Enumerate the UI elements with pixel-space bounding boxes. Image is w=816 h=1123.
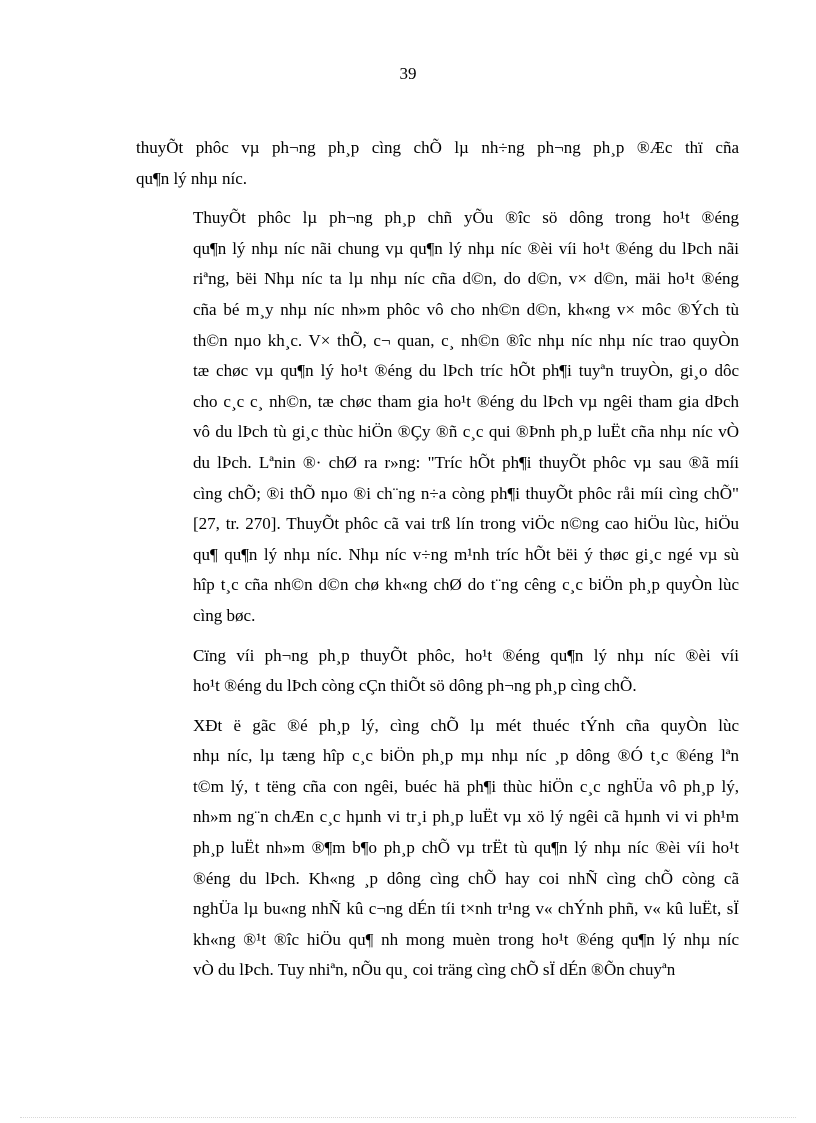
page-number: 39 (399, 64, 417, 83)
text-line: thuyÕt phôc vµ ph¬ng ph¸p cìng chÕ lµ nh÷ng ph¬ng ph¸p ®Æc thï cña (136, 138, 739, 157)
text-line: nh»m ng¨n chÆn c¸c hµnh vi tr¸i ph¸p luËt vµ xö lý ngêi cã hµnh vi vi ph¹m (193, 807, 739, 827)
text-line: cña bé m¸y nhµ níc nh»m phôc vô cho nh©n d©n, kh«ng v× môc ®Ých tù (193, 299, 739, 319)
text-line: [27, tr. 270]. ThuyÕt phôc cã vai trß lín trong viÖc n©ng cao hiÖu lùc, hiÖu (193, 514, 739, 534)
text-line: cìng bøc. (193, 605, 256, 625)
text-line: ThuyÕt phôc lµ ph¬ng ph¸p chñ yÕu ®îc sö dông trong ho¹t ®éng (193, 208, 739, 228)
text-line: ®éng du lÞch. Kh«ng ¸p dông cìng chÕ hay coi nhÑ cìng chÕ còng cã (193, 868, 739, 888)
page-bottom-divider (20, 1117, 796, 1118)
text-line: Cïng víi ph¬ng ph¸p thuyÕt phôc, ho¹t ®éng qu¶n lý nhµ níc ®èi víi (193, 645, 739, 665)
text-line: nghÜa lµ bu«ng nhÑ kû c¬ng dÉn tíi t×nh tr¹ng v« chÝnh phñ, v« kû luËt, sÏ (193, 899, 739, 919)
text-line: tæ chøc vµ qu¶n lý ho¹t ®éng du lÞch tríc hÕt ph¶i tuyªn truyÒn, gi¸o dôc (193, 361, 739, 381)
text-line: t©m lý, t tëng cña con ngêi, buéc hä ph¶i thùc hiÖn c¸c nghÜa vô ph¸p lý, (193, 776, 739, 796)
text-line: th©n nµo kh¸c. V× thÕ, c¬ quan, c¸ nh©n ®îc nhµ níc nhµ níc trao quyÒn (193, 330, 739, 350)
paragraph (136, 711, 739, 986)
text-line: ho¹t ®éng du lÞch còng cÇn thiÕt sö dông ph¬ng ph¸p cìng chÕ. (193, 676, 637, 696)
text-line: qu¶ qu¶n lý nhµ níc. Nhµ níc v÷ng m¹nh tríc hÕt bëi ý thøc gi¸c ngé vµ sù (193, 544, 739, 564)
text-line: nhµ níc, lµ tæng hîp c¸c biÖn ph¸p mµ nhµ níc ¸p dông ®Ó t¸c ®éng lªn (193, 746, 739, 766)
text-line: qu¶n lý nhµ níc nãi chung vµ qu¶n lý nhµ níc ®èi víi ho¹t ®éng du lÞch nãi (193, 238, 739, 258)
text-line: cìng chÕ; ®i thÕ nµo ®i ch¨ng n÷a còng ph¶i thuyÕt phôc råi míi cìng chÕ" (193, 483, 739, 503)
text-line: vô du lÞch tù gi¸c thùc hiÖn ®Çy ®ñ c¸c qui ®Þnh ph¸p luËt cña nhµ níc vÒ (193, 422, 739, 442)
text-line: hîp t¸c cña nh©n d©n chø kh«ng chØ do t¨ng cêng c¸c biÖn ph¸p quyÒn lùc (193, 575, 739, 595)
text-line: ph¸p luËt nh»m ®¶m b¶o ph¸p chÕ vµ trËt tù qu¶n lý nhµ níc ®èi víi ho¹t (193, 838, 739, 858)
paragraph (136, 641, 739, 702)
text-line: qu¶n lý nhµ níc. (136, 168, 247, 188)
paragraph (136, 203, 739, 631)
body-text (136, 133, 739, 995)
text-line: riªng, bëi Nhµ níc ta lµ nhµ níc cña d©n, do d©n, v× d©n, mäi ho¹t ®éng (193, 269, 739, 289)
text-line: XÐt ë gãc ®é ph¸p lý, cìng chÕ lµ mét thuéc tÝnh cña quyÒn lùc (193, 715, 739, 735)
text-line: kh«ng ®¹t ®îc hiÖu qu¶ nh mong muèn trong ho¹t ®éng qu¶n lý nhµ níc (193, 929, 739, 949)
paragraph (136, 133, 739, 194)
text-line: du lÞch. Lªnin ®· chØ ra r»ng: "Tríc hÕt ph¶i thuyÕt phôc vµ sau ®ã míi (193, 452, 739, 472)
text-line: vÒ du lÞch. Tuy nhiªn, nÕu qu¸ coi träng cìng chÕ sÏ dÉn ®Õn chuyªn (193, 960, 676, 980)
text-line: cho c¸c c¸ nh©n, tæ chøc tham gia ho¹t ®éng du lÞch vµ ngêi tham gia dÞch (193, 391, 739, 411)
